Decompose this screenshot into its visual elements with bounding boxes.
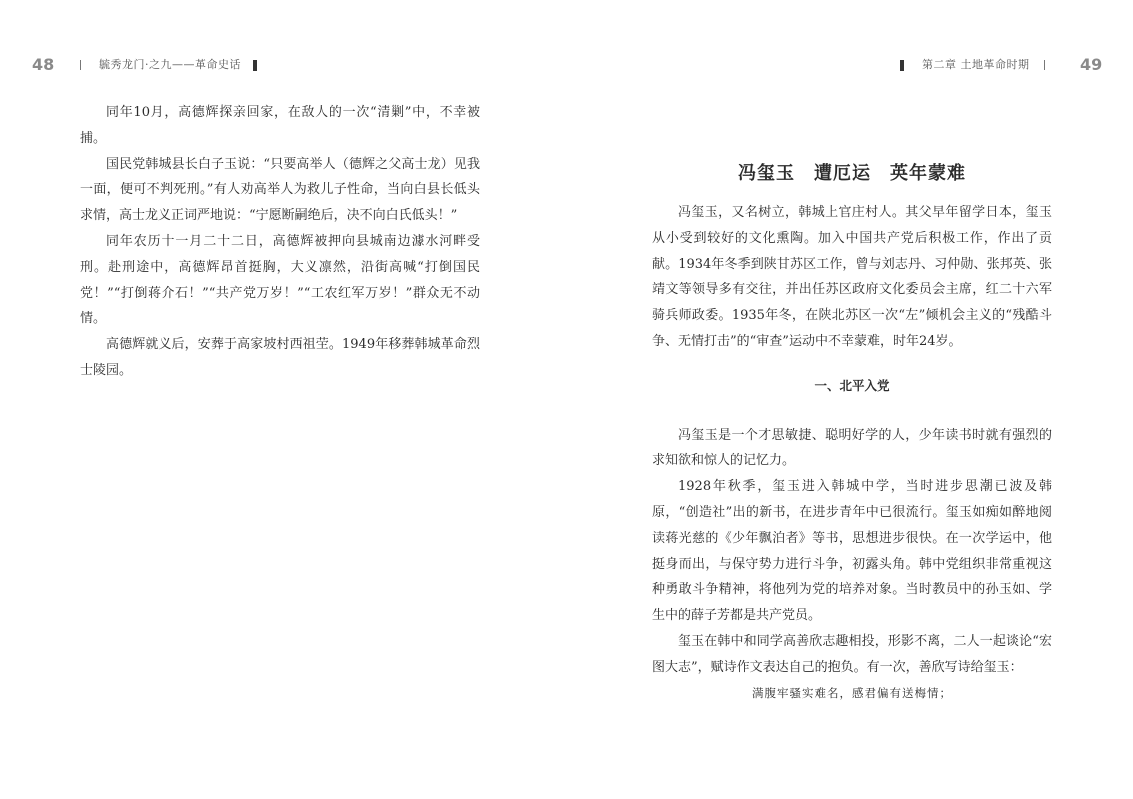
running-head-right — [900, 57, 1045, 73]
page-number-left: 48 — [32, 55, 55, 74]
paragraph: 同年10月，高德辉探亲回家，在敌人的一次“清剿”中，不幸被捕。 — [80, 105, 480, 146]
chapter-title: 冯玺玉 遭厄运 英年蒙难 — [738, 163, 966, 184]
intro-paragraph: 冯玺玉，又名树立，韩城上官庄村人。其父早年留学日本，玺玉从小受到较好的文化熏陶。加入中国共产党后积极工作，作出了贡献。1934年冬季到陕甘苏区工作，曾与刘志丹、习仲勋、张邦英、张靖文等领导多有交往，并出任苏区政府文化委员会主席，红二十六军骑兵师政委。1935年冬，在陕北苏区一次“左”倾机会主义的“残酷斗争、无情打击”的“审查”运动中不幸蒙难，时年24岁。 — [652, 205, 1052, 349]
paragraph: 玺玉在韩中和同学高善欣志趣相投，形影不离，二人一起谈论“宏图大志”，赋诗作文表达自己的抱负。有一次，善欣写诗给玺玉： — [652, 633, 1052, 675]
header-bar-mark — [900, 60, 904, 71]
right-page-body — [652, 200, 1052, 706]
left-page-body — [80, 100, 480, 384]
header-divider — [80, 60, 81, 70]
paragraph: 国民党韩城县长白子玉说：“只要高举人（德辉之父高士龙）见我一面，便可不判死刑。”有人劝高举人为救儿子性命，当向白县长低头求情，高士龙义正词严地说：“宁愿断嗣绝后，决不向白氏低头！” — [80, 156, 480, 224]
running-head-left — [80, 57, 257, 73]
header-bar-mark — [253, 60, 257, 71]
section-heading: 一、北平入党 — [814, 377, 890, 393]
book-title: 毓秀龙门·之九——革命史话 — [99, 58, 241, 71]
page-number-right: 49 — [1080, 55, 1103, 74]
header-divider — [1044, 60, 1045, 70]
paragraph: 高德辉就义后，安葬于高家坡村西祖茔。1949年移葬韩城革命烈士陵园。 — [80, 337, 480, 378]
paragraph: 同年农历十一月二十二日，高德辉被押向县城南边澽水河畔受刑。赴刑途中，高德辉昂首挺胸，大义凛然，沿街高喊“打倒国民党！”“打倒蒋介石！”“共产党万岁！”“工农红军万岁！”群众无不动情。 — [80, 233, 480, 327]
chapter-running-title: 第二章 土地革命时期 — [922, 58, 1030, 71]
paragraph: 冯玺玉是一个才思敏捷、聪明好学的人，少年读书时就有强烈的求知欲和惊人的记忆力。 — [652, 427, 1052, 469]
poem-line: 满腹牢骚实难名，感君偏有送梅情； — [752, 685, 952, 700]
paragraph: 1928年秋季，玺玉进入韩城中学，当时进步思潮已波及韩原，“创造社”出的新书，在进步青年中已很流行。玺玉如痴如醉地阅读蒋光慈的《少年飘泊者》等书，思想进步很快。在一次学运中，他挺身而出，与保守势力进行斗争，初露头角。韩中党组织非常重视这种勇敢斗争精神，将他列为党的培养对象。当时教员中的孙玉如、学生中的薛子芳都是共产党员。 — [652, 479, 1052, 624]
